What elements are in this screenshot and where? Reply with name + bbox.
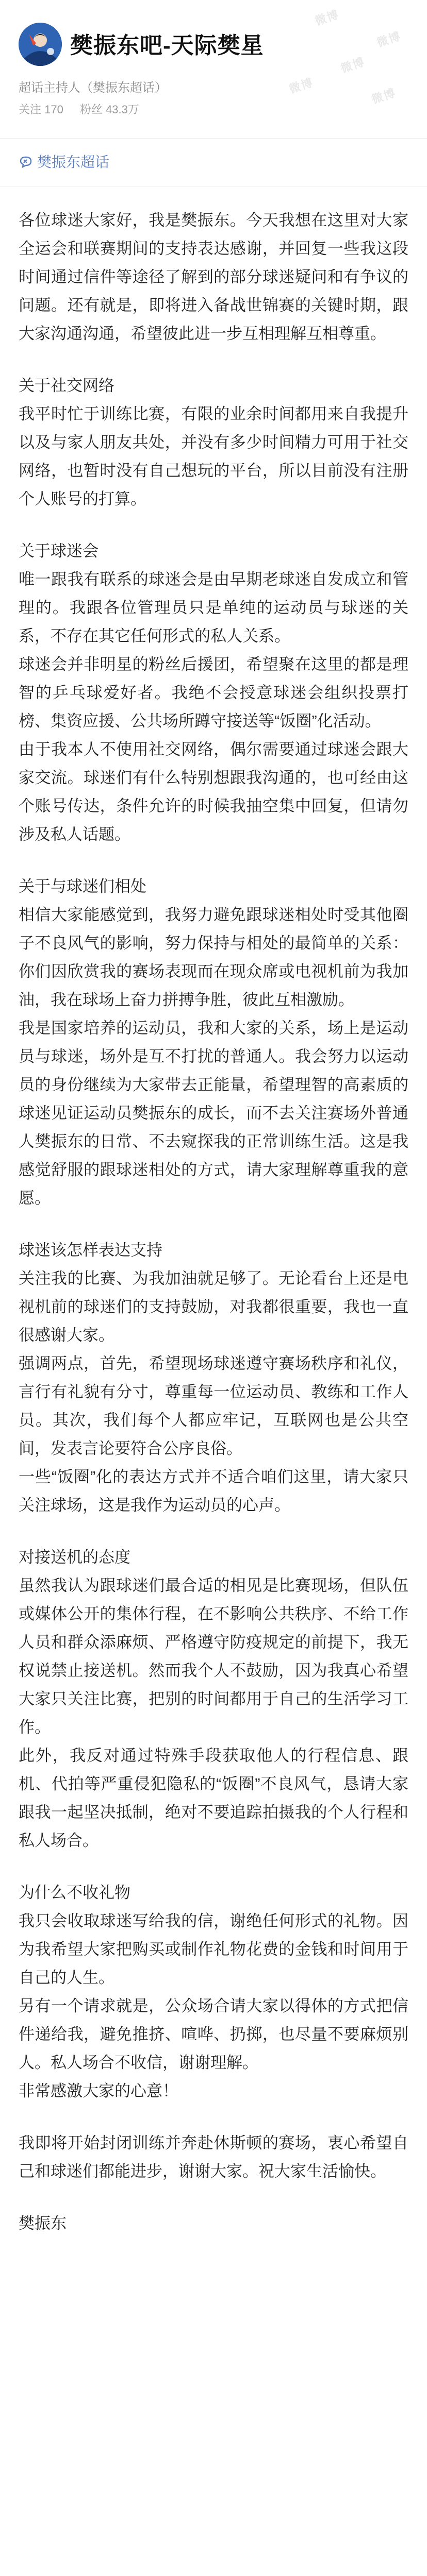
supertopic-label: 樊振东超话 [37, 154, 110, 170]
section-paragraph: 一些“饭圈”化的表达方式并不适合咱们这里，请大家只关注球场，这是我作为运动员的心声。 [19, 1468, 408, 1514]
section-paragraph: 我是国家培养的运动员，我和大家的关系，场上是运动员与球迷，场外是互不打扰的普通人。我会努力以运动员的身份继续为大家带去正能量，希望理智的高素质的球迷见证运动员樊振东的成长，而不去关注赛场外普通人樊振东的日常、不去窥探我的正常训练生活。这是我感觉舒服的跟球迷相处的方式，请大家理解尊重我的意愿。 [19, 1019, 408, 1207]
section-heading: 对接送机的态度 [19, 1548, 130, 1566]
section-paragraph: 唯一跟我有联系的球迷会是由早期老球迷自发成立和管理的。我跟各位管理员只是单纯的运动员与球迷的关系，不存在其它任何形式的私人关系。 [19, 570, 408, 645]
signature: 樊振东 [19, 2214, 67, 2232]
section-heading: 球迷该怎样表达支持 [19, 1241, 162, 1259]
watermark: 微博 [370, 86, 398, 106]
intro-paragraph: 各位球迷大家好，我是樊振东。今天我想在这里对大家全运会和联赛期间的支持表达感谢，并回复一些我这段时间通过信件等途径了解到的部分球迷疑问和有争议的问题。还有就是，即将进入备战世锦赛的关键时期，跟大家沟通沟通，希望彼此进一步互相理解互相尊重。 [19, 211, 408, 343]
section-paragraph: 另有一个请求就是，公众场合请大家以得体的方式把信件递给我，避免推挤、喧哗、扔掷，也尽量不要麻烦别人。私人场合不收信，谢谢理解。 [19, 1997, 408, 2072]
section-paragraph: 我只会收取球迷写给我的信，谢绝任何形式的礼物。因为我希望大家把购买或制作礼物花费的金钱和时间用于自己的人生。 [19, 1912, 408, 1987]
watermark: 微博 [375, 29, 403, 49]
section-paragraph: 非常感激大家的心意！ [19, 2082, 178, 2100]
divider [0, 138, 427, 139]
follow-stats [19, 101, 153, 117]
section-heading: 关于与球迷们相处 [19, 877, 146, 895]
closing-paragraph: 我即将开始封闭训练并奔赴休斯顿的赛场，衷心希望自己和球迷们都能进步，谢谢大家。祝大家生活愉快。 [19, 2134, 408, 2180]
watermark: 微博 [339, 55, 367, 75]
section-paragraph: 关注我的比赛、为我加油就足够了。无论看台上还是电视机前的球迷们的支持鼓励，对我都很重要，我也一直很感谢大家。 [19, 1269, 408, 1344]
avatar-image [19, 23, 62, 66]
watermark: 微博 [313, 8, 341, 28]
profile-header [0, 0, 427, 138]
supertopic-tag[interactable] [19, 148, 109, 174]
section-paragraph: 由于我本人不使用社交网络，偶尔需要通过球迷会跟大家交流。球迷们有什么特别想跟我沟通的，也可经由这个账号传达，条件允许的时候我抽空集中回复，但请勿涉及私人话题。 [19, 740, 408, 843]
section-paragraph: 我平时忙于训练比赛，有限的业余时间都用来自我提升以及与家人朋友共处，并没有多少时间精力可用于社交网络，也暂时没有自己想玩的平台，所以目前没有注册个人账号的打算。 [19, 405, 408, 508]
section-paragraph: 虽然我认为跟球迷们最合适的相见是比赛现场，但队伍或媒体公开的集体行程，在不影响公共秩序、不给工作人员和群众添麻烦、严格遵守防疫规定的前提下，我无权说禁止接送机。然而我个人不鼓励，因为我真心希望大家只关注比赛，把别的时间都用于自己的生活学习工作。 [19, 1577, 408, 1736]
section-paragraph: 相信大家能感觉到，我努力避免跟球迷相处时受其他圈子不良风气的影响，努力保持与相处的最简单的关系：你们因欣赏我的赛场表现而在现众席或电视机前为我加油，我在球场上奋力拼搏争胜，彼此互相激励。 [19, 906, 408, 1009]
section-paragraph: 此外，我反对通过特殊手段获取他人的行程信息、跟机、代拍等严重侵犯隐私的“饭圈”不良风气，恳请大家跟我一起坚决抵制，绝对不要追踪拍摄我的个人行程和私人场合。 [19, 1747, 408, 1850]
section-heading: 关于球迷会 [19, 542, 98, 560]
follower-count[interactable]: 粉丝 43.3万 [79, 103, 139, 116]
host-badge-text: 超话主持人（樊振东超话） [19, 81, 167, 95]
page-title: 樊振东吧-天际樊星 [70, 33, 264, 58]
post-body [19, 206, 408, 2261]
following-count[interactable]: 关注 170 [19, 103, 63, 116]
section-paragraph: 强调两点，首先，希望现场球迷遵守赛场秩序和礼仪，言行有礼貌有分寸，尊重每一位运动员、教练和工作人员。其次，我们每个人都应牢记，互联网也是公共空间，发表言论要符合公序良俗。 [19, 1354, 408, 1458]
section-paragraph: 球迷会并非明星的粉丝后援团，希望聚在这里的都是理智的乒乓球爱好者。我绝不会授意球迷会组织投票打榜、集资应援、公共场所蹲守接送等“饭圈”化活动。 [19, 655, 408, 730]
supertopic-icon [19, 154, 33, 168]
section-heading: 关于社交网络 [19, 377, 114, 395]
section-heading: 为什么不收礼物 [19, 1884, 130, 1902]
watermark: 微博 [287, 76, 316, 96]
avatar[interactable] [19, 23, 62, 66]
